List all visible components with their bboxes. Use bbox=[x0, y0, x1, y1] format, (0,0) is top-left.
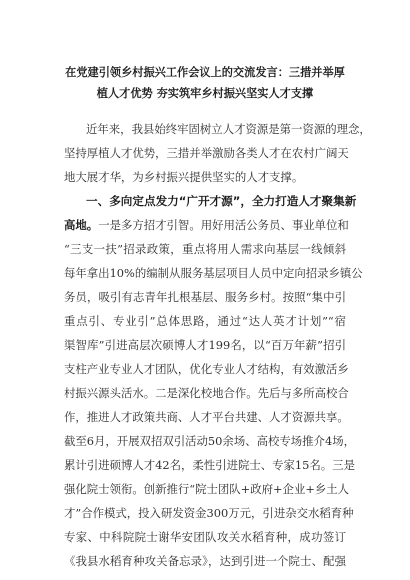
section1-heading: 一、多向定点发力“广开才源”，全力打造人才聚集新 bbox=[86, 194, 357, 208]
section1-body-line: 强化院士领衔。创新推行“院士团队+政府+企业+乡土人 bbox=[64, 482, 350, 496]
section1-first-point: 一是多方招才引智。用好用活公务员、事业单位和 bbox=[98, 218, 349, 232]
intro-line-2: 坚持厚植人才优势，三措并举激励各类人才在农村广阔天 bbox=[64, 146, 349, 160]
section1-heading-end: 高地。 bbox=[64, 218, 99, 232]
document-title-line-1: 在党建引领乡村振兴工作会议上的交流发言：三措并举厚 bbox=[65, 66, 345, 79]
section1-body-line: “三支一扶”招录政策，重点将用人需求向基层一线倾斜 bbox=[64, 242, 346, 256]
section1-body-line: 专家、中科院院士谢华安团队攻关水稻育种，成功签订 bbox=[64, 530, 346, 544]
section1-body-line: 村振兴源头活水。二是深化校地合作。先后与多所高校合 bbox=[64, 386, 349, 400]
section1-body-line: 《我县水稻育种攻关备忘录》，达到引进一个院士、配强 bbox=[64, 554, 346, 568]
intro-line-3: 地大展才华，为乡村振兴提供坚实的人才支撑。 bbox=[64, 170, 304, 184]
section1-body-line: 累计引进硕博人才42名，柔性引进院士、专家15名。三是 bbox=[64, 458, 355, 472]
section1-body-line: 支柱产业专业人才团队，优化专业人才结构，有效激活乡 bbox=[64, 362, 349, 376]
intro-line-1: 近年来，我县始终牢固树立人才资源是第一资源的理念， bbox=[86, 122, 371, 136]
section1-heading-continuation bbox=[64, 213, 349, 237]
section1-body-line: 务员，吸引有志青年扎根基层、服务乡村。按照“集中引 bbox=[64, 290, 346, 304]
section1-body-line: 每年拿出10%的编制从服务基层项目人员中定向招录乡镇公 bbox=[64, 266, 363, 280]
document-title-line-2: 植人才优势 夯实筑牢乡村振兴坚实人才支撑 bbox=[96, 87, 314, 100]
section1-body-line: 作，推进人才政策共商、人才平台共建、人才资源共享。 bbox=[64, 410, 349, 424]
section1-body-line: 才”合作模式，投入研发资金300万元，引进杂交水稻育种 bbox=[64, 506, 354, 520]
section1-body-line: 渠智库”引进高层次硕博人才199名，以“百万年薪”招引 bbox=[64, 338, 346, 352]
section1-body-line: 截至6月，开展双招双引活动50余场、高校专场推介4场， bbox=[64, 434, 355, 448]
section1-body-line: 重点引、专业引”总体思路，通过“达人英才计划”“宿 bbox=[64, 314, 346, 328]
